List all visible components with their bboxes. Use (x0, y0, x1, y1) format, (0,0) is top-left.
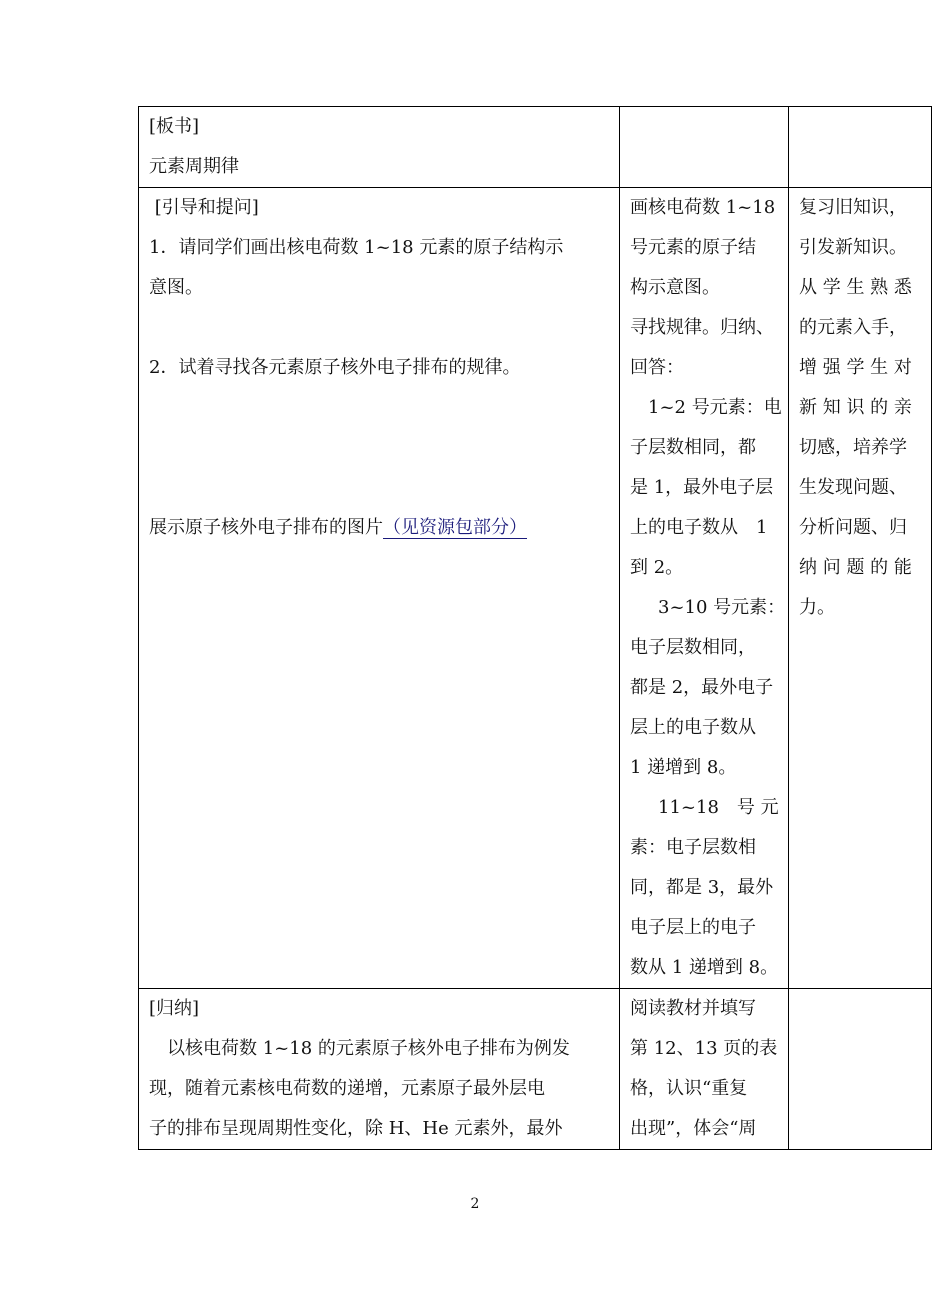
intent-line: 新 知 识 的 亲 (799, 397, 912, 418)
student-line: 素：电子层数相 (630, 837, 756, 858)
intent-line: 复习旧知识， (799, 197, 907, 218)
display-text: 展示原子核外电子排布的图片 (149, 517, 383, 538)
student-line: 画核电荷数 1~18 (630, 197, 776, 218)
intent-line: 的元素入手， (799, 317, 907, 338)
resource-pack-link[interactable]: （见资源包部分） (383, 517, 527, 538)
student-line: 子层数相同，都 (630, 437, 756, 458)
summary-line: 子的排布呈现周期性变化，除 H、He 元素外，最外 (149, 1118, 563, 1139)
intent-line: 引发新知识。 (799, 237, 907, 258)
question-2: 2．试着寻找各元素原子核外电子排布的规律。 (149, 357, 521, 378)
intent-line: 增 强 学 生 对 (799, 357, 912, 378)
student-line: 电子层上的电子 (630, 917, 756, 938)
lesson-plan-table (138, 106, 932, 1150)
question-1-line-2: 意图。 (149, 277, 203, 298)
teacher-activity-cell (139, 188, 620, 989)
intent-line: 切感，培养学 (799, 437, 907, 458)
intent-line: 从 学 生 熟 悉 (799, 277, 912, 298)
blackboard-heading: [板书] (149, 116, 200, 137)
table-row (139, 188, 932, 989)
summary-line: 以核电荷数 1~18 的元素原子核外电子排布为例发 (149, 1038, 570, 1059)
student-line: 出现”，体会“周 (630, 1118, 757, 1139)
intent-line: 纳 问 题 的 能 (799, 557, 912, 578)
intent-line: 分析问题、归 (799, 517, 907, 538)
student-activity-cell (620, 107, 789, 188)
student-line: 回答： (630, 357, 684, 378)
student-line: 格，认识“重复 (630, 1078, 748, 1099)
table-row (139, 989, 932, 1150)
intent-line: 生发现问题、 (799, 477, 907, 498)
student-line: 同，都是 3，最外 (630, 877, 774, 898)
guide-heading: [引导和提问] (149, 197, 259, 218)
summary-line: 现，随着元素核电荷数的递增，元素原子最外层电 (149, 1078, 545, 1099)
student-line: 电子层数相同， (630, 637, 756, 658)
student-line: 上的电子数从 1 (630, 517, 768, 538)
display-instruction (149, 508, 613, 548)
student-line: 是 1，最外电子层 (630, 477, 774, 498)
question-1-line-1: 1．请同学们画出核电荷数 1~18 元素的原子结构示 (149, 237, 564, 258)
student-line: 层上的电子数从 (630, 717, 756, 738)
student-activity-cell (620, 188, 789, 989)
student-line: 号元素的原子结 (630, 237, 756, 258)
student-line: 第 12、13 页的表 (630, 1038, 778, 1059)
student-line: 到 2。 (630, 557, 684, 578)
student-line: 11~18 号 元 (658, 797, 779, 818)
teacher-activity-cell (139, 107, 620, 188)
student-line: 寻找规律。归纳、 (630, 317, 774, 338)
student-activity-cell (620, 989, 789, 1150)
summary-heading: [归纳] (149, 998, 200, 1019)
student-line: 1~2 号元素：电 (648, 397, 782, 418)
teacher-activity-cell (139, 989, 620, 1150)
design-intent-cell (789, 989, 932, 1150)
blackboard-title: 元素周期律 (149, 156, 239, 177)
table-row (139, 107, 932, 188)
student-line: 阅读教材并填写 (630, 998, 756, 1019)
intent-line: 力。 (799, 597, 835, 618)
student-line: 构示意图。 (630, 277, 720, 298)
student-line: 数从 1 递增到 8。 (630, 957, 779, 978)
student-line: 3~10 号元素： (658, 597, 786, 618)
student-line: 1 递增到 8。 (630, 757, 737, 778)
design-intent-cell (789, 107, 932, 188)
student-line: 都是 2，最外电子 (630, 677, 774, 698)
design-intent-cell (789, 188, 932, 989)
page-number: 2 (470, 1196, 480, 1212)
